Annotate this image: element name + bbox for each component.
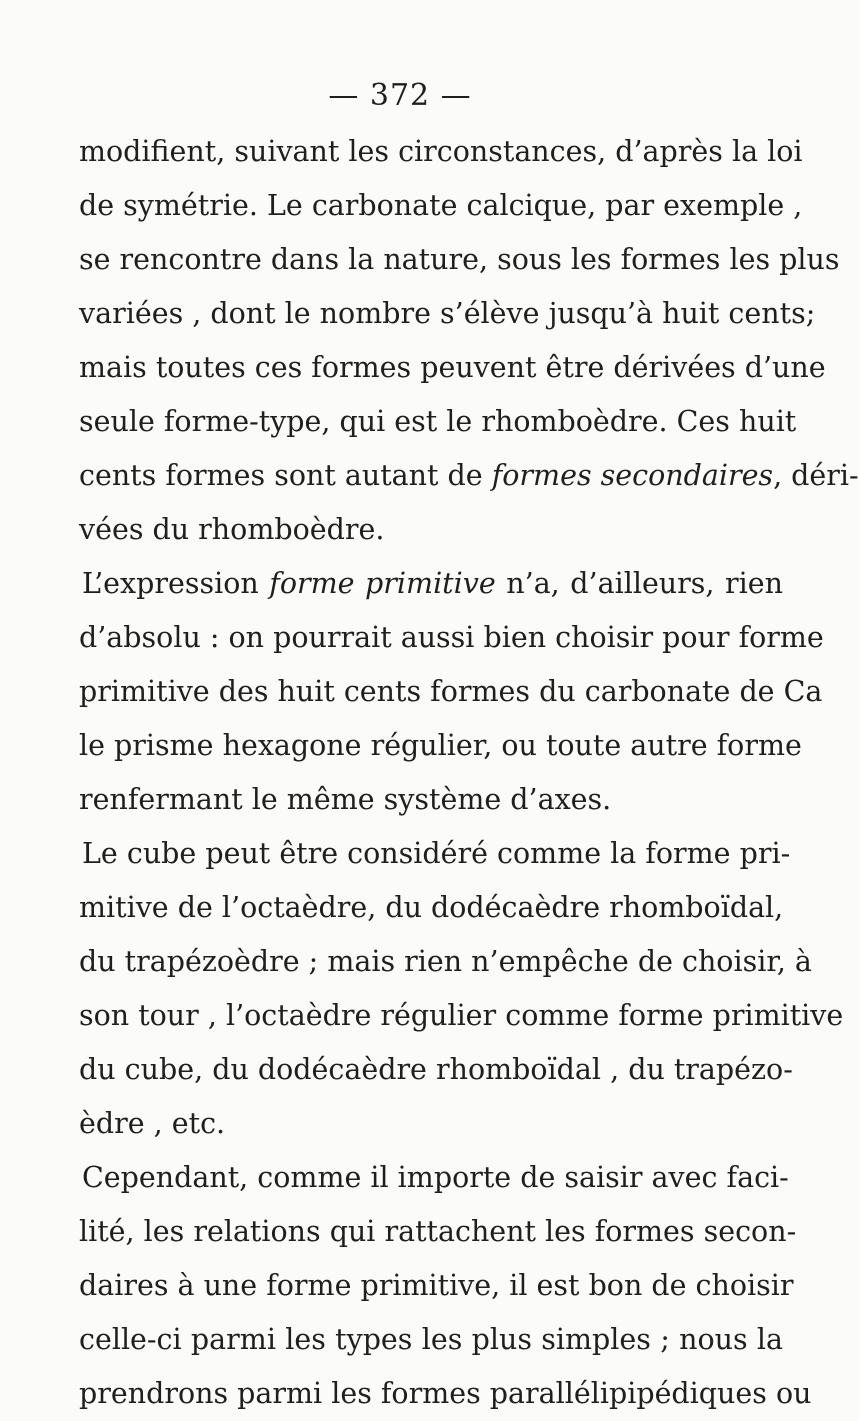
text-line: renfermant le même système d’axes.	[79, 783, 612, 816]
text-line: daires à une forme primitive, il est bon de choisir	[79, 1269, 794, 1302]
text-line: le prisme hexagone régulier, ou toute autre forme	[79, 729, 802, 762]
text-line: modifient, suivant les circonstances, d’après la loi	[79, 135, 803, 168]
text-span: L’expression	[82, 567, 259, 600]
page-number: — 372 —	[328, 78, 472, 113]
text-line: èdre , etc.	[79, 1107, 226, 1140]
text-span: , déri-	[773, 459, 859, 492]
italic-term: forme primitive	[269, 567, 496, 600]
text-line: son tour , l’octaèdre régulier comme forme primitive	[79, 999, 844, 1032]
text-span: n’a, d’ailleurs, rien	[506, 567, 783, 600]
text-line: Le cube peut être considéré comme la forme pri-	[82, 837, 791, 870]
text-line: Cependant, comme il importe de saisir avec faci-	[82, 1161, 789, 1194]
text-line: lité, les relations qui rattachent les formes secon-	[79, 1215, 797, 1248]
text-line	[79, 557, 783, 611]
text-line: de symétrie. Le carbonate calcique, par exemple ,	[79, 189, 803, 222]
text-line: variées , dont le nombre s’élève jusqu’à huit cents;	[79, 297, 816, 330]
text-line: se rencontre dans la nature, sous les formes les plus	[79, 243, 840, 276]
text-line: d’absolu : on pourrait aussi bien choisir pour forme	[79, 621, 824, 654]
italic-term: formes secondaires	[491, 459, 774, 492]
text-line	[79, 449, 859, 503]
text-line: du trapézoèdre ; mais rien n’empêche de choisir, à	[79, 945, 812, 978]
text-span: cents formes sont autant de	[79, 459, 483, 492]
text-line: primitive des huit cents formes du carbonate de Ca	[79, 675, 823, 708]
body-text	[79, 125, 859, 1421]
text-line: vées du rhomboèdre.	[79, 513, 385, 546]
text-line: prendrons parmi les formes parallélipipédiques ou	[79, 1377, 812, 1410]
text-line: celle-ci parmi les types les plus simples ; nous la	[79, 1323, 783, 1356]
text-line: mitive de l’octaèdre, du dodécaèdre rhomboïdal,	[79, 891, 784, 924]
text-line: mais toutes ces formes peuvent être dérivées d’une	[79, 351, 826, 384]
text-line: du cube, du dodécaèdre rhomboïdal , du trapézo-	[79, 1053, 793, 1086]
text-line: seule forme-type, qui est le rhomboèdre. Ces huit	[79, 405, 797, 438]
